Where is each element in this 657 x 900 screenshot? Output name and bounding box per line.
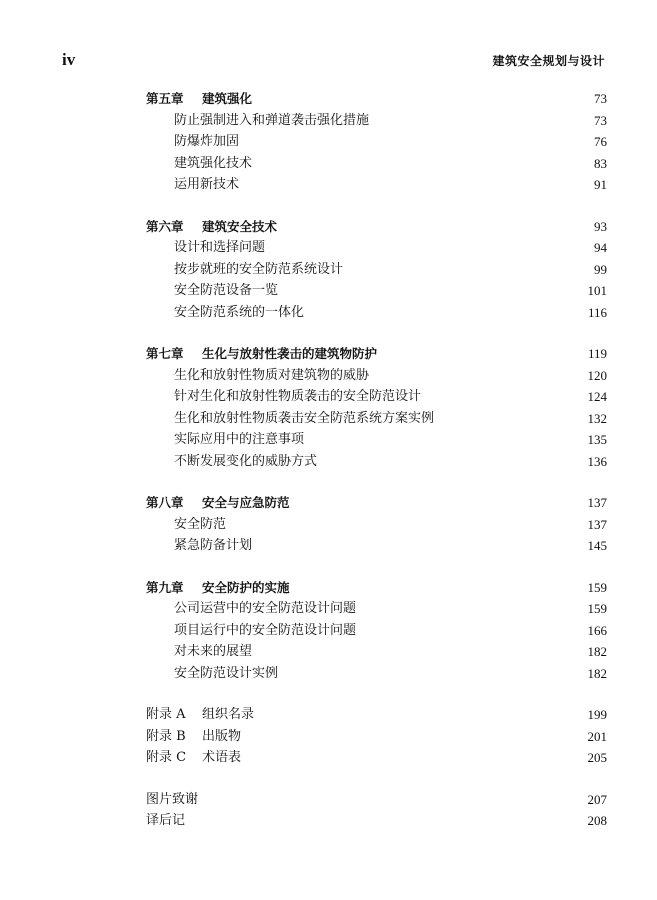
toc-section-entry[interactable] [146,280,607,302]
page-ref: 136 [587,453,607,469]
page-ref: 73 [594,91,607,106]
section-title: 安全防范设备一览 [174,283,279,298]
table-of-contents [146,88,607,852]
page-ref: 201 [587,728,607,744]
page-ref: 137 [587,495,607,510]
section-title: 安全防范 [174,516,227,532]
section-title: 运用新技术 [174,177,240,192]
section-title: 按步就班的安全防范系统设计 [174,261,344,277]
appendix-title: 术语表 [202,750,242,765]
toc-end-matter [146,789,607,832]
toc-end-entry[interactable] [146,789,607,811]
toc-section-entry[interactable] [146,451,607,473]
chapter-title: 安全与应急防范 [202,495,290,510]
toc-chapter-9 [146,577,607,685]
page-ref: 159 [587,601,607,616]
toc-chapter-entry[interactable] [146,88,607,110]
chapter-title: 生化与放射性袭击的建筑物防护 [202,346,378,361]
chapter-title: 建筑强化 [202,91,253,106]
chapter-label: 第九章 [146,579,184,595]
chapter-label: 第六章 [146,218,184,234]
section-title: 建筑强化技术 [174,155,253,171]
section-title: 不断发展变化的威胁方式 [174,453,318,469]
toc-section-entry[interactable] [146,174,607,196]
toc-section-entry[interactable] [146,259,607,281]
toc-chapter-5 [146,88,607,196]
page-ref: 132 [587,410,607,426]
page-ref: 116 [587,304,607,320]
page-ref: 91 [594,177,607,192]
page-ref: 94 [594,240,607,255]
toc-section-entry[interactable] [146,598,607,620]
page-ref: 159 [587,579,607,595]
toc-chapter-entry[interactable] [146,343,607,365]
page-ref: 166 [587,622,607,638]
page-ref: 101 [587,283,607,298]
chapter-label: 第七章 [146,346,184,361]
page-header [62,50,605,72]
toc-section-entry[interactable] [146,663,607,685]
toc-section-entry[interactable] [146,386,607,408]
chapter-title: 建筑安全技术 [202,218,278,234]
toc-section-entry[interactable] [146,153,607,175]
page-ref: 208 [587,813,607,828]
toc-section-entry[interactable] [146,429,607,451]
toc-section-entry[interactable] [146,408,607,430]
toc-chapter-6 [146,216,607,324]
toc-section-entry[interactable] [146,514,607,536]
toc-appendix-entry[interactable] [146,704,607,726]
page-ref: 124 [587,389,607,404]
section-title: 对未来的展望 [174,644,253,659]
section-title: 实际应用中的注意事项 [174,432,305,447]
appendix-label: 附录 C [146,750,187,765]
section-title: 项目运行中的安全防范设计问题 [174,622,357,638]
toc-chapter-entry[interactable] [146,577,607,599]
toc-section-entry[interactable] [146,365,607,387]
chapter-title: 安全防护的实施 [202,579,290,595]
section-title: 紧急防备计划 [174,538,253,553]
section-title: 防止强制进入和弹道袭击强化措施 [174,112,370,128]
toc-chapter-8 [146,492,607,557]
toc-appendix-entry[interactable] [146,726,607,748]
toc-section-entry[interactable] [146,620,607,642]
section-title: 公司运营中的安全防范设计问题 [174,601,357,616]
section-title: 生化和放射性物质对建筑物的威胁 [174,367,370,383]
page-ref: 205 [587,750,607,765]
chapter-label: 第八章 [146,495,184,510]
section-title: 防爆炸加固 [174,134,240,149]
toc-chapter-7 [146,343,607,472]
toc-appendix-entry[interactable] [146,747,607,769]
page-ref: 76 [594,134,607,149]
appendix-label: 附录 A [146,707,186,722]
page-ref: 199 [587,707,607,722]
page-ref: 135 [587,432,607,447]
section-title: 安全防范设计实例 [174,665,279,681]
toc-section-entry[interactable] [146,131,607,153]
page-number: iv [62,50,76,69]
page-ref: 99 [594,261,607,277]
toc-end-entry[interactable] [146,810,607,832]
section-title: 设计和选择问题 [174,240,266,255]
toc-section-entry[interactable] [146,641,607,663]
end-matter-title: 译后记 [146,813,186,828]
section-title: 生化和放射性物质袭击安全防范系统方案实例 [174,410,435,426]
page-ref: 207 [587,791,607,807]
toc-section-entry[interactable] [146,110,607,132]
appendix-title: 出版物 [202,728,242,744]
page-ref: 93 [594,218,607,234]
page-ref: 145 [587,538,607,553]
toc-appendices [146,704,607,769]
page-ref: 137 [587,516,607,532]
page-ref: 182 [587,644,607,659]
appendix-label: 附录 B [146,728,186,744]
appendix-title: 组织名录 [202,707,255,722]
toc-section-entry[interactable] [146,302,607,324]
page-ref: 119 [587,346,607,361]
page-ref: 120 [587,367,607,383]
book-title: 建筑安全规划与设计 [492,54,605,68]
section-title: 安全防范系统的一体化 [174,304,305,320]
page-ref: 182 [587,665,607,681]
toc-chapter-entry[interactable] [146,216,607,238]
end-matter-title: 图片致谢 [146,791,199,807]
toc-chapter-entry[interactable] [146,492,607,514]
page-ref: 73 [594,112,607,128]
page-ref: 83 [594,155,607,171]
section-title: 针对生化和放射性物质袭击的安全防范设计 [174,389,422,404]
chapter-label: 第五章 [146,91,184,106]
toc-section-entry[interactable] [146,535,607,557]
toc-section-entry[interactable] [146,237,607,259]
